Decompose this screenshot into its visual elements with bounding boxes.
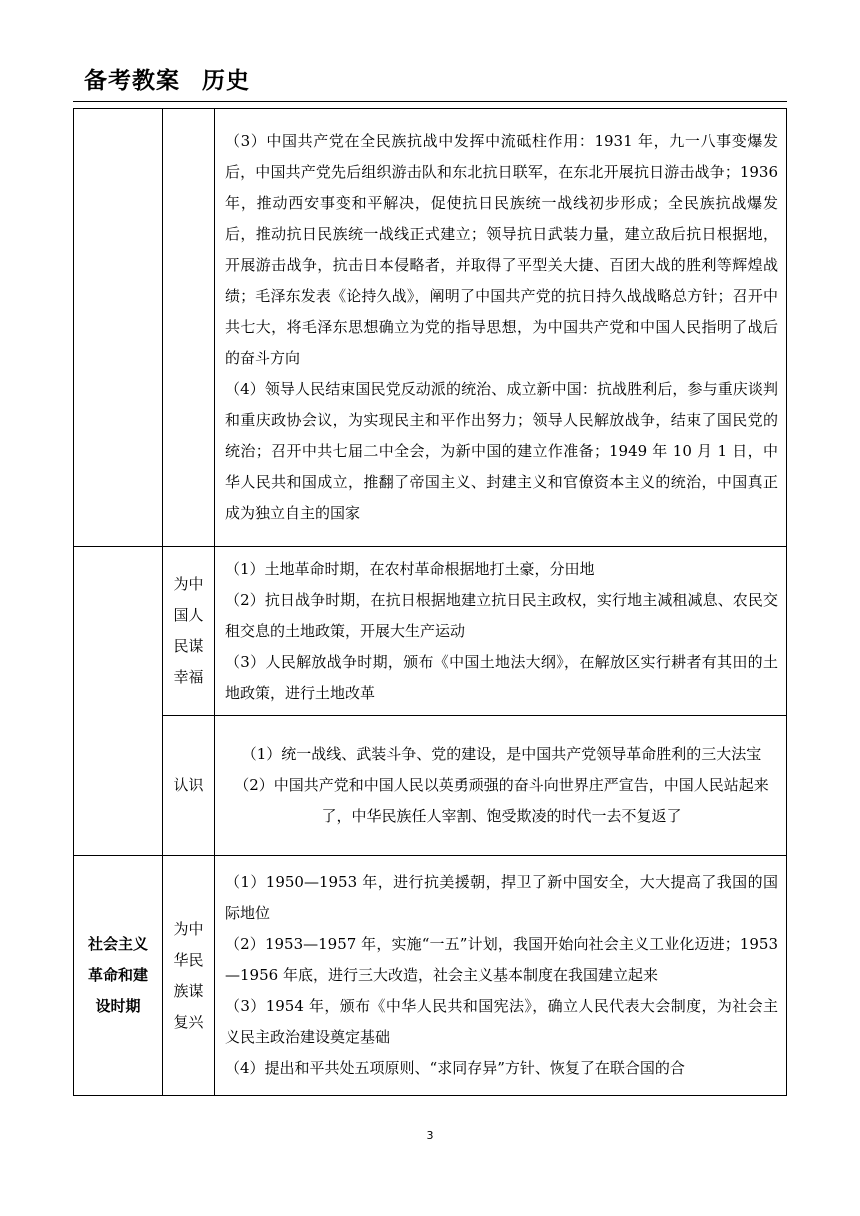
content-paragraph: （1）统一战线、武装斗争、党的建设，是中国共产党领导革命胜利的三大法宝 — [241, 745, 762, 763]
content-paragraph: （4）提出和平共处五项原则、“求同存异”方针、恢复了在联合国的合 — [225, 1059, 685, 1077]
sub-label-cell — [163, 547, 215, 716]
table-row — [74, 716, 787, 856]
content-cell — [215, 109, 787, 547]
sub-label-cell — [163, 856, 215, 1096]
period-cell — [74, 109, 163, 547]
content-paragraph: （3）1954 年，颁布《中华人民共和国宪法》，确立人民代表大会制度，为社会主义民主政治建设奠定基础 — [225, 997, 778, 1046]
content-paragraph: （1）1950—1953 年，进行抗美援朝，捍卫了新中国安全，大大提高了我国的国际地位 — [225, 873, 778, 922]
sub-label-cell — [163, 109, 215, 547]
header-subject: 历史 — [202, 68, 250, 94]
page-number: 3 — [426, 1129, 434, 1142]
content-paragraph: （3）人民解放战争时期，颁布《中国土地法大纲》，在解放区实行耕者有其田的土地政策，进行土地改革 — [225, 652, 778, 702]
period-cell — [74, 547, 163, 856]
document-header — [84, 62, 250, 95]
header-title: 备考教案 — [84, 68, 180, 94]
table-row — [74, 856, 787, 1096]
content-paragraph: （1）土地革命时期，在农村革命根据地打土豪，分田地 — [225, 559, 595, 578]
sub-label: 为中国人民谋幸福 — [173, 575, 204, 686]
history-outline-table — [73, 108, 787, 1096]
content-paragraph: （3）中国共产党在全民族抗战中发挥中流砥柱作用：1931 年，九一八事变爆发后，中国共产党先后组织游击队和东北抗日联军，在东北开展抗日游击战争；1936 年，推动西安事变和平解决，促使抗日民族统一战线初步形成；全民族抗战爆发后，推动抗日民族统一战线正式建立；领导抗日武装力量，建立敌后抗日根据地，开展游击战争，抗击日本侵略者，并取得了平型关大捷、百团大战的胜利等辉煌战绩；毛泽东发表《论持久战》，阐明了中国共产党的抗日持久战战略总方针；召开中共七大，将毛泽东思想确立为党的指导思想，为中国共产党和中国人民指明了战后的奋斗方向 — [225, 132, 778, 367]
period-cell — [74, 856, 163, 1096]
sub-label: 为中华民族谋复兴 — [173, 919, 204, 1031]
content-paragraph: （2）中国共产党和中国人民以英勇顽强的奋斗向世界庄严宣告，中国人民站起来了，中华民族任人宰割、饱受欺凌的时代一去不复返了 — [234, 776, 769, 825]
content-paragraph: （4）领导人民结束国民党反动派的统治、成立新中国：抗战胜利后，参与重庆谈判和重庆政协会议，为实现民主和平作出努力；领导人民解放战争，结束了国民党的统治；召开中共七届二中全会，为新中国的建立作准备；1949 年 10 月 1 日，中华人民共和国成立，推翻了帝国主义、封建主义和官僚资本主义的统治，中国真正成为独立自主的国家 — [225, 380, 778, 522]
table-row — [74, 547, 787, 716]
content-cell — [215, 716, 787, 856]
content-paragraph: （2）1953—1957 年，实施“一五”计划，我国开始向社会主义工业化迈进；1953—1956 年底，进行三大改造，社会主义基本制度在我国建立起来 — [225, 935, 778, 984]
sub-label: 认识 — [173, 776, 204, 794]
content-cell — [215, 547, 787, 716]
header-divider — [73, 101, 787, 102]
content-cell — [215, 856, 787, 1096]
content-paragraph: （2）抗日战争时期，在抗日根据地建立抗日民主政权，实行地主减租减息、农民交租交息的土地政策，开展大生产运动 — [225, 590, 778, 640]
table-row — [74, 109, 787, 547]
sub-label-cell — [163, 716, 215, 856]
period-label: 社会主义革命和建设时期 — [87, 935, 148, 1015]
